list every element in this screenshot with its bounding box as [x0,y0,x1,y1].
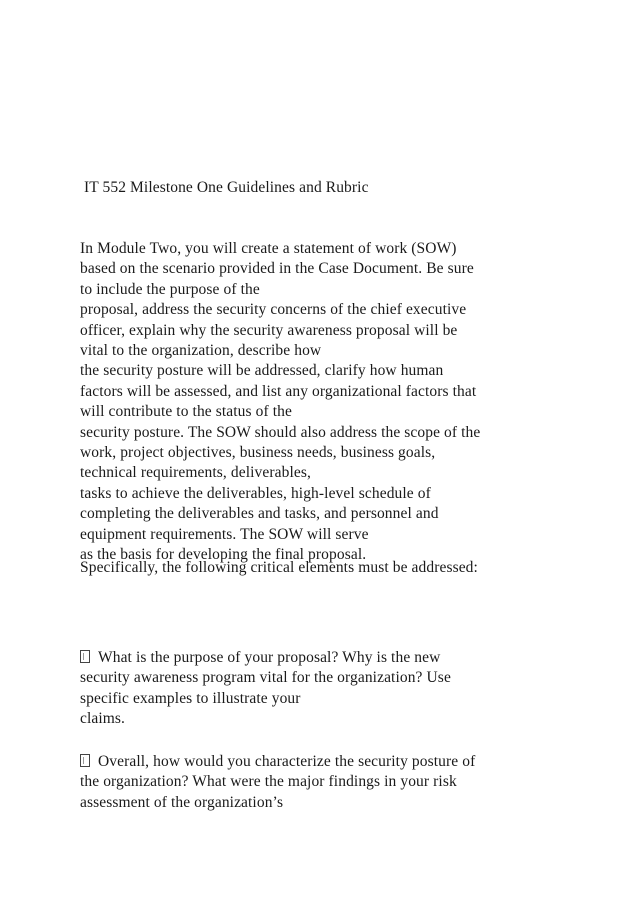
intro-line: vital to the organization, describe how [80,342,322,360]
bullet-item-purpose [80,648,451,730]
intro-line: factors will be assessed, and list any organizational factors that [80,382,477,400]
bullet-line: the organization? What were the major findings in your risk [80,773,457,791]
intro-line: work, project objectives, business needs, business goals, [80,444,436,462]
document-title: IT 552 Milestone One Guidelines and Rubric [80,179,369,196]
bullet-line [80,648,451,668]
intro-line: as the basis for developing the final proposal. [80,546,367,564]
bullet-line: specific examples to illustrate your [80,689,301,707]
intro-line: technical requirements, deliverables, [80,464,311,482]
intro-line: the security posture will be addressed, clarify how human [80,362,444,380]
critical-elements-intro: Specifically, the following critical elements must be addressed: [80,559,478,576]
bullet-line: assessment of the organization’s [80,793,284,811]
intro-line: In Module Two, you will create a statement of work (SOW) [80,240,457,257]
intro-line: completing the deliverables and tasks, and personnel and [80,505,439,523]
bullet-item-security-posture [80,752,475,813]
intro-line: tasks to achieve the deliverables, high-level schedule of [80,484,431,502]
intro-line: to include the purpose of the [80,280,260,298]
intro-line: equipment requirements. The SOW will serve [80,525,369,543]
missing-glyph-box-icon [80,650,90,663]
bullet-text: What is the purpose of your proposal? Why is the new [98,649,441,666]
missing-glyph-box-icon [80,754,90,767]
intro-line: security posture. The SOW should also address the scope of the [80,423,481,441]
intro-line: proposal, address the security concerns of the chief executive [80,301,467,319]
intro-paragraph [80,239,480,566]
intro-line: based on the scenario provided in the Case Document. Be sure [80,260,474,278]
bullet-text: Overall, how would you characterize the security posture of [98,753,476,770]
bullet-line: security awareness program vital for the organization? Use [80,669,451,687]
intro-line: officer, explain why the security awareness proposal will be [80,321,458,339]
bullet-line: claims. [80,710,126,728]
bullet-line [80,752,475,772]
intro-line: will contribute to the status of the [80,403,292,421]
